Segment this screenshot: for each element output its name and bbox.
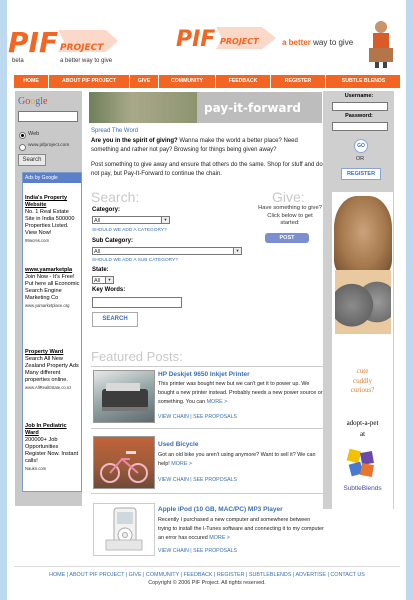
post-body-text: This printer was bought new but we can't get it to power up. We bought a new printer instead. Probably needs a new power source or something. You can (158, 381, 323, 405)
ad-title[interactable]: Job In Pediatric Ward (25, 423, 67, 436)
ad-adopt-text (332, 418, 393, 440)
state-select[interactable] (92, 276, 114, 284)
subtleblends-logo-icon (346, 448, 376, 478)
divider (91, 428, 323, 429)
ad-title[interactable]: www.yamarketpla (25, 267, 73, 273)
google-search-button[interactable]: Search (18, 154, 46, 166)
ad-url[interactable]: 99acres.com (25, 238, 49, 243)
cats-image (335, 270, 391, 334)
google-search-box (18, 96, 47, 107)
google-search-input[interactable] (18, 111, 78, 122)
post-title[interactable]: Used Bicycle (158, 441, 199, 448)
site-logo-large[interactable] (176, 24, 276, 54)
keywords-input[interactable] (92, 297, 182, 308)
svg-text:PROJECT: PROJECT (60, 43, 104, 53)
post-button[interactable]: POST (265, 233, 309, 243)
view-chain-link[interactable]: VIEW CHAIN (158, 548, 189, 554)
intro-question-rest: Wanna make the world a better place? Need something and rather not pay? Browsing for things being given away? (91, 138, 298, 153)
post-title[interactable]: Apple iPod (10 GB, MAC/PC) MP3 Player (158, 506, 283, 513)
ad-title[interactable]: India's Property Website (25, 195, 68, 208)
site-logo-small[interactable] (8, 26, 118, 60)
subcategory-label: Sub Category: (92, 238, 134, 244)
subcategory-select[interactable] (92, 247, 242, 255)
view-chain-link[interactable]: VIEW CHAIN (158, 414, 189, 420)
subtleblends-brand: SubtleBlends (343, 485, 382, 492)
username-input[interactable] (332, 102, 388, 111)
ad-body: Join Now - It's Free! Put here all Economic Search Engine Marketing Co (25, 274, 80, 301)
ad-item[interactable] (25, 349, 80, 391)
nav-subtle-blends[interactable]: SUBTLE BLENDS (341, 78, 386, 84)
banner-photo (89, 92, 197, 123)
cute-line: cute (356, 367, 369, 375)
tagline-large (282, 38, 353, 47)
radio-web[interactable] (19, 132, 26, 139)
adopt-line: at (359, 430, 366, 438)
copyright: Copyright © 2006 PIF Project. All rights reserved. (148, 580, 266, 586)
category-select[interactable] (92, 216, 170, 224)
beta-label: beta (12, 58, 24, 64)
password-input[interactable] (332, 122, 388, 131)
register-button[interactable]: REGISTER (341, 168, 381, 180)
more-link[interactable]: MORE > (206, 399, 228, 405)
google-ads-box (22, 172, 82, 492)
see-proposals-link[interactable]: SEE PROPOSALS (193, 477, 237, 483)
subcategory-value: All (94, 249, 101, 255)
tagline-small: a better way to give (60, 58, 113, 64)
post-body (158, 516, 324, 543)
google-logo: Google (18, 96, 48, 107)
ad-body: Search All New Zealand Property Ads Many different properties online. (25, 356, 79, 383)
footer-links[interactable]: HOME | ABOUT PIF PROJECT | GIVE | COMMUNITY | FEEDBACK | REGISTER | SUBTLEBLENDS | ADVERTISE | CONTACT US (49, 572, 365, 578)
tagline-rest: way to give (313, 38, 354, 47)
nav-community[interactable]: COMMUNITY (159, 75, 216, 88)
nav-register[interactable]: REGISTER (271, 75, 326, 88)
chevron-down-icon: ▼ (233, 248, 241, 254)
tagline-accent: a better (282, 38, 311, 47)
search-heading: Search: (91, 189, 140, 205)
pif-banner (89, 92, 322, 123)
intro-question: Are you in the spirit of giving? (91, 138, 178, 144)
ads-header: Ads by Google (23, 173, 81, 183)
svg-text:PIF: PIF (176, 27, 216, 52)
post-image-bicycle[interactable] (93, 436, 155, 489)
post-links (158, 548, 237, 554)
nav-feedback[interactable]: FEEDBACK (216, 75, 271, 88)
category-value: All (94, 218, 101, 224)
go-button[interactable]: GO (354, 139, 368, 153)
post-links (158, 414, 237, 420)
state-value: All (94, 278, 101, 284)
or-label: OR (355, 156, 365, 162)
post-title[interactable]: HP Deskjet 9650 Inkjet Printer (158, 371, 250, 378)
divider (91, 493, 323, 494)
post-body (158, 451, 324, 469)
ad-item[interactable] (25, 423, 80, 472)
search-button[interactable]: SEARCH (92, 312, 138, 327)
see-proposals-link[interactable]: SEE PROPOSALS (193, 414, 237, 420)
more-link[interactable]: MORE > (171, 461, 193, 467)
footer-divider (14, 566, 400, 567)
post-body-text: Recently I purchased a new computer and somewhere between trying to install the I-Tunes software and connecting it to my computer an error has occured (158, 517, 324, 541)
add-subcategory-link[interactable]: SHOULD WE ADD A SUB CATEGORY? (92, 258, 178, 263)
state-label: State: (92, 267, 109, 273)
keywords-label: Key Words: (92, 287, 126, 293)
chevron-down-icon: ▼ (105, 277, 113, 283)
svg-text:PIF: PIF (8, 26, 59, 58)
post-links (158, 477, 237, 483)
radio-site-label: www.pifproject.com (28, 143, 70, 148)
nav-home[interactable]: HOME (14, 75, 49, 88)
spread-the-word: Spread The Word (91, 128, 139, 134)
post-image-printer[interactable] (93, 370, 155, 423)
category-label: Category: (92, 207, 121, 213)
radio-site[interactable] (19, 144, 26, 151)
more-link[interactable]: MORE > (209, 535, 231, 541)
username-label: Username: (344, 93, 374, 99)
featured-heading: Featured Posts: (91, 349, 183, 364)
radio-web-label: Web (28, 131, 40, 137)
ad-title[interactable]: Property Ward (25, 349, 64, 355)
give-heading: Give: (272, 189, 305, 205)
ad-item[interactable] (25, 195, 80, 244)
ad-url[interactable]: www.AllRealEstate.co.nz (25, 385, 72, 390)
svg-text:PROJECT: PROJECT (220, 37, 259, 46)
link-separator: | (190, 414, 192, 420)
intro-paragraph: Post something to give away and ensure that others do the same. Shop for stuff and do not pay, but Pay-It-Forward to continue the chain. (91, 162, 323, 177)
post-body (158, 380, 324, 407)
main-nav (14, 75, 400, 88)
post-body-text: Got an old bike you aren't using anymore? Want to sell it? We can help! (158, 452, 316, 467)
divider (91, 366, 323, 367)
banner-title: pay-it-forward (204, 101, 302, 115)
see-proposals-link[interactable]: SEE PROPOSALS (193, 548, 237, 554)
link-separator: | (190, 477, 192, 483)
mascot-image (366, 18, 396, 68)
add-category-link[interactable]: SHOULD WE ADD A CATEGORY? (92, 228, 167, 233)
nav-give[interactable]: GIVE (130, 75, 159, 88)
cute-line: cuddly (352, 376, 373, 385)
adopt-line: adopt-a-pet (346, 419, 379, 427)
ad-body: No. 1 Real Estate Site in India 500000 Properties Listed. View Now! (25, 209, 75, 236)
ad-url[interactable]: Naukri.com (25, 466, 47, 471)
give-text: Have something to give? Click below to get started: (258, 205, 322, 226)
post-image-ipod[interactable] (93, 503, 155, 556)
ad-cute-text (332, 367, 393, 396)
intro-text (91, 137, 325, 179)
password-label: Password: (345, 113, 373, 119)
nav-about[interactable]: ABOUT PIF PROJECT (49, 75, 130, 88)
chevron-down-icon: ▼ (161, 217, 169, 223)
view-chain-link[interactable]: VIEW CHAIN (158, 477, 189, 483)
ad-item[interactable] (25, 267, 80, 309)
ad-body: 200000+ Job Opportunities Register Now. Instant calls! (25, 437, 79, 464)
dog-image (334, 196, 392, 276)
link-separator: | (190, 548, 192, 554)
ad-url[interactable]: www.yamarketplace.org (25, 303, 70, 308)
cute-line: curious? (350, 386, 375, 394)
